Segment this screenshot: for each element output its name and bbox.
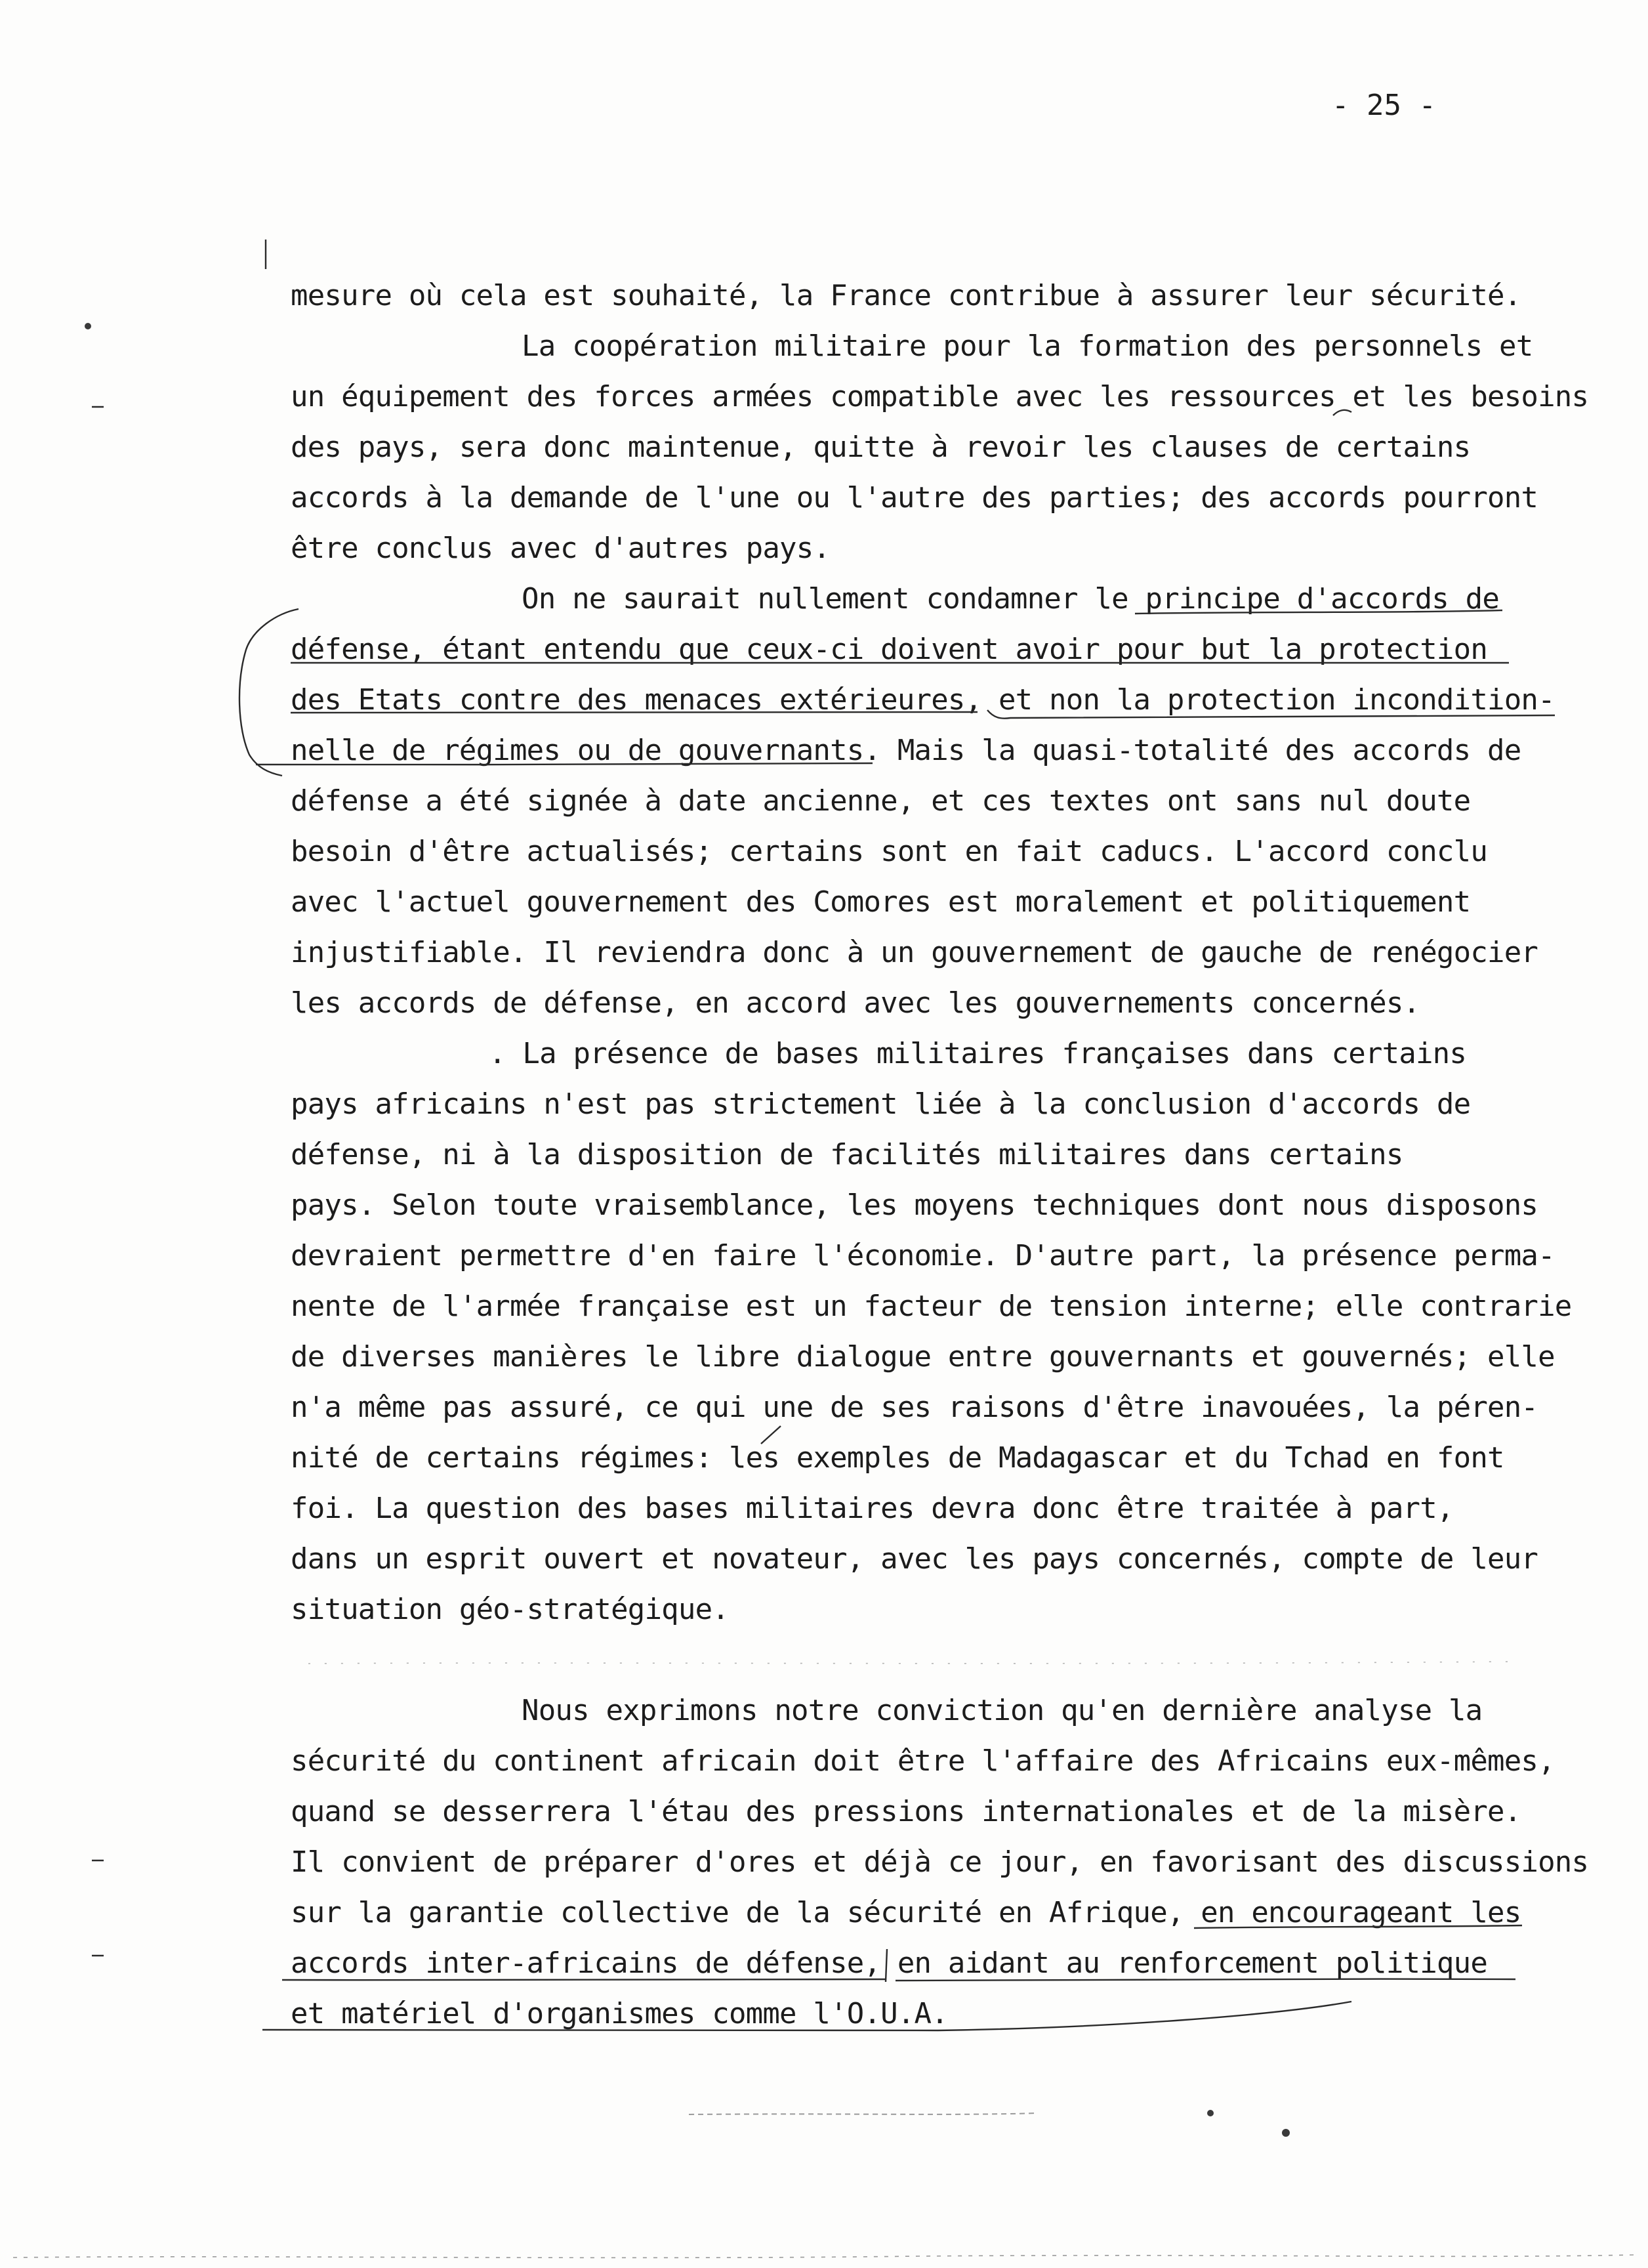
text-line: mesure où cela est souhaité, la France contribue à assurer leur sécurité. bbox=[291, 279, 1521, 312]
text-line: pays africains n'est pas strictement liée à la conclusion d'accords de bbox=[291, 1087, 1471, 1121]
text-line: les accords de défense, en accord avec les gouvernements concernés. bbox=[291, 986, 1420, 1020]
scan-speck bbox=[85, 323, 91, 329]
text-line: besoin d'être actualisés; certains sont en fait caducs. L'accord conclu bbox=[291, 835, 1488, 868]
page-number: - 25 - bbox=[1332, 89, 1436, 122]
text-line: On ne saurait nullement condamner le principe d'accords de bbox=[522, 582, 1500, 616]
text-line: dans un esprit ouvert et novateur, avec les pays concernés, compte de leur bbox=[291, 1542, 1538, 1576]
text-line: avec l'actuel gouvernement des Comores est moralement et politiquement bbox=[291, 885, 1471, 919]
text-line: n'a même pas assuré, ce qui une de ses raisons d'être inavouées, la péren- bbox=[291, 1391, 1538, 1424]
text-line: et matériel d'organismes comme l'O.U.A. bbox=[291, 1997, 948, 2030]
text-line: de diverses manières le libre dialogue entre gouvernants et gouvernés; elle bbox=[291, 1340, 1555, 1374]
text-line: accords inter-africains de défense, en aidant au renforcement politique bbox=[291, 1946, 1488, 1980]
text-line: La coopération militaire pour la formation des personnels et bbox=[522, 329, 1533, 363]
text-line: quand se desserrera l'étau des pressions internationales et de la misère. bbox=[291, 1795, 1521, 1828]
text-line: défense a été signée à date ancienne, et ces textes ont sans nul doute bbox=[291, 784, 1471, 818]
text-line: pays. Selon toute vraisemblance, les moyens techniques dont nous disposons bbox=[291, 1188, 1538, 1222]
text-line: foi. La question des bases militaires devra donc être traitée à part, bbox=[291, 1492, 1454, 1525]
text-line: défense, ni à la disposition de facilités militaires dans certains bbox=[291, 1138, 1403, 1171]
text-line: sécurité du continent africain doit être l'affaire des Africains eux-mêmes, bbox=[291, 1744, 1555, 1778]
text-line: situation géo-stratégique. bbox=[291, 1593, 729, 1626]
scan-speck bbox=[1207, 2110, 1214, 2116]
text-line: un équipement des forces armées compatible avec les ressources et les besoins bbox=[291, 380, 1589, 413]
text-line: des Etats contre des menaces extérieures, et non la protection incondition- bbox=[291, 683, 1555, 717]
scan-noise-line bbox=[13, 2255, 1634, 2258]
scan-speck bbox=[1282, 2129, 1290, 2137]
text-line: Il convient de préparer d'ores et déjà ce jour, en favorisant des discussions bbox=[291, 1845, 1589, 1879]
underline-mark bbox=[938, 2002, 1351, 2030]
scan-noise-line bbox=[689, 2113, 1037, 2114]
text-line: nité de certains régimes: les exemples de Madagascar et du Tchad en font bbox=[291, 1441, 1504, 1475]
text-line: sur la garantie collective de la sécurité en Afrique, en encourageant les bbox=[291, 1896, 1521, 1929]
text-line: Nous exprimons notre conviction qu'en dernière analyse la bbox=[522, 1694, 1483, 1727]
text-line: nelle de régimes ou de gouvernants. Mais la quasi-totalité des accords de bbox=[291, 734, 1521, 767]
text-line: être conclus avec d'autres pays. bbox=[291, 532, 831, 565]
scan-noise-line bbox=[308, 1662, 1509, 1664]
margin-bracket-mark bbox=[239, 609, 299, 776]
text-line: accords à la demande de l'une ou l'autre des parties; des accords pourront bbox=[291, 481, 1538, 514]
text-line: injustifiable. Il reviendra donc à un gouvernement de gauche de renégocier bbox=[291, 936, 1538, 969]
text-line: nente de l'armée française est un facteur de tension interne; elle contrarie bbox=[291, 1290, 1572, 1323]
text-line: . La présence de bases militaires françaises dans certains bbox=[489, 1037, 1467, 1070]
text-line: devraient permettre d'en faire l'économie. D'autre part, la présence perma- bbox=[291, 1239, 1555, 1272]
text-line: défense, étant entendu que ceux-ci doivent avoir pour but la protection bbox=[291, 633, 1488, 666]
text-line: des pays, sera donc maintenue, quitte à revoir les clauses de certains bbox=[291, 430, 1471, 464]
